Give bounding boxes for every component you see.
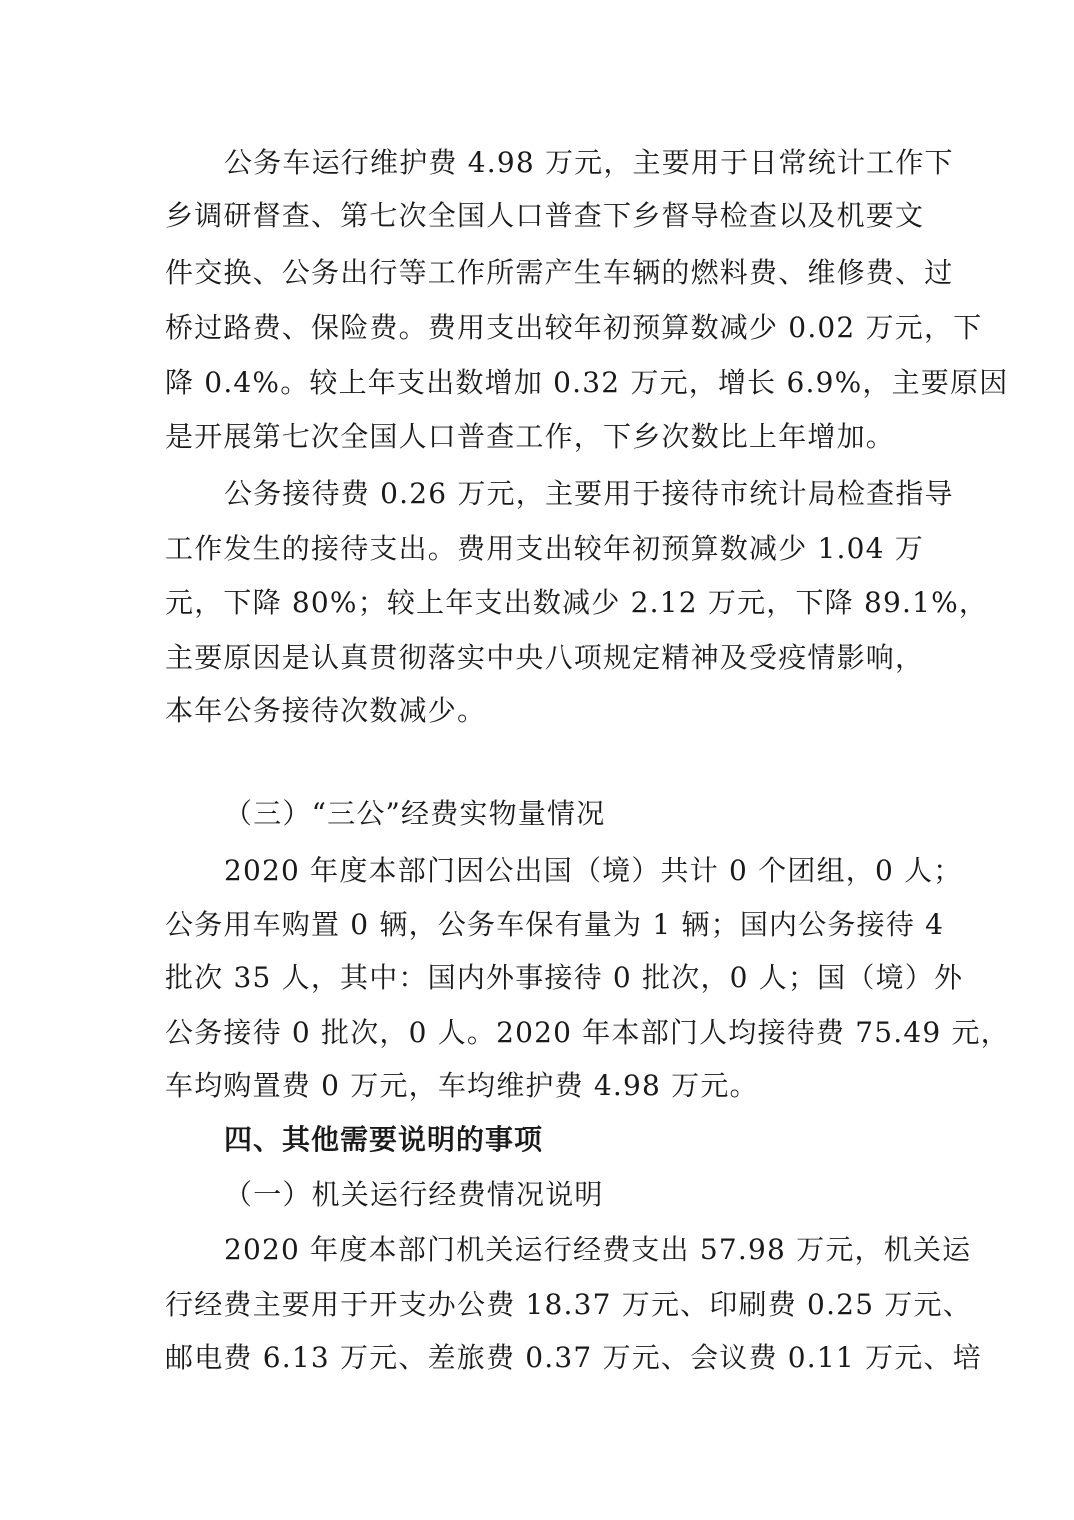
paragraph-line: 公务接待费 0.26 万元，主要用于接待市统计局检查指导 — [224, 477, 954, 510]
paragraph-line: 邮电费 6.13 万元、差旅费 0.37 万元、会议费 0.11 万元、培 — [165, 1341, 982, 1374]
paragraph-line: 2020 年度本部门机关运行经费支出 57.98 万元，机关运 — [224, 1233, 972, 1266]
paragraph-line: 主要原因是认真贯彻落实中央八项规定精神及受疫情影响， — [165, 641, 925, 674]
paragraph-line: 桥过路费、保险费。费用支出较年初预算数减少 0.02 万元，下 — [165, 311, 983, 344]
paragraph-line: 公务车运行维护费 4.98 万元，主要用于日常统计工作下 — [224, 146, 954, 179]
paragraph-line: 公务用车购置 0 辆，公务车保有量为 1 辆；国内公务接待 4 — [165, 908, 945, 941]
paragraph-line: 批次 35 人，其中：国内外事接待 0 批次，0 人；国（境）外 — [165, 961, 964, 994]
paragraph-line: 工作发生的接待支出。费用支出较年初预算数减少 1.04 万 — [165, 532, 924, 565]
paragraph-line: 本年公务接待次数减少。 — [165, 694, 487, 727]
paragraph-line: 行经费主要用于开支办公费 18.37 万元、印刷费 0.25 万元、 — [165, 1288, 972, 1321]
paragraph-line: 件交换、公务出行等工作所需产生车辆的燃料费、维修费、过 — [165, 256, 954, 289]
paragraph-line: 车均购置费 0 万元，车均维护费 4.98 万元。 — [165, 1069, 759, 1102]
paragraph-line: 2020 年度本部门因公出国（境）共计 0 个团组，0 人； — [224, 854, 963, 887]
chapter-heading: 四、其他需要说明的事项 — [224, 1123, 544, 1156]
paragraph-line: 是开展第七次全国人口普查工作，下乡次数比上年增加。 — [165, 420, 896, 453]
paragraph-line: 降 0.4%。较上年支出数增加 0.32 万元，增长 6.9%，主要原因 — [165, 366, 1009, 399]
paragraph-line: 乡调研督查、第七次全国人口普查下乡督导检查以及机要文 — [165, 199, 925, 232]
section-heading: （一）机关运行经费情况说明 — [224, 1178, 604, 1211]
paragraph-line: 元，下降 80%；较上年支出数减少 2.12 万元，下降 89.1%， — [165, 586, 989, 619]
paragraph-line: 公务接待 0 批次，0 人。2020 年本部门人均接待费 75.49 元， — [165, 1016, 1010, 1049]
section-heading: （三）“三公”经费实物量情况 — [224, 797, 606, 830]
